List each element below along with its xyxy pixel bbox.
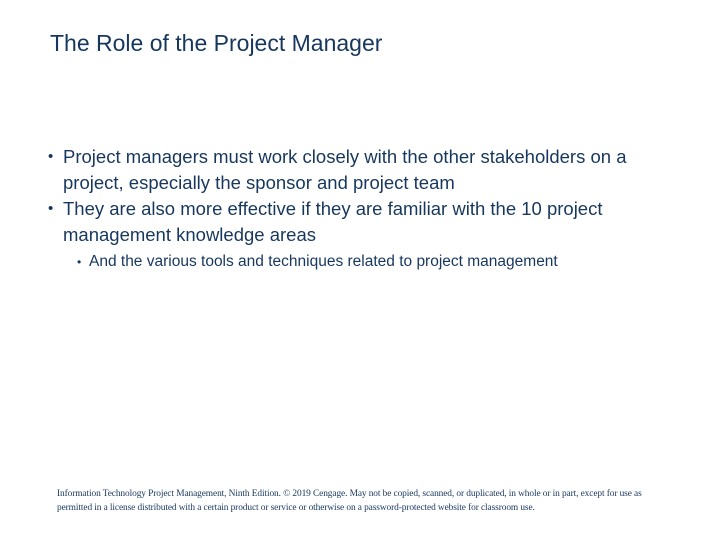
bullet-icon: • — [48, 148, 54, 165]
sub-bullet-item — [77, 250, 684, 274]
bullet-item — [44, 144, 684, 195]
bullet-text: Project managers must work closely with the other stakeholders on a project, especially the sponsor and project team — [63, 146, 627, 193]
copyright-footer: Information Technology Project Management, Ninth Edition. © 2019 Cengage. May not be copied, scanned, or duplicated, in whole or in part, except for use as permitted in a license distributed with a certain product or service or otherwise on a password-protected website for classroom use. — [57, 489, 642, 513]
bullet-text: They are also more effective if they are familiar with the 10 project management knowledge areas — [63, 198, 603, 245]
bullet-list — [44, 144, 684, 274]
sub-bullet-text: And the various tools and techniques related to project management — [89, 253, 558, 270]
bullet-icon: • — [77, 255, 82, 269]
slide-title: The Role of the Project Manager — [50, 30, 383, 56]
bullet-icon: • — [48, 200, 54, 217]
bullet-item — [44, 196, 684, 247]
